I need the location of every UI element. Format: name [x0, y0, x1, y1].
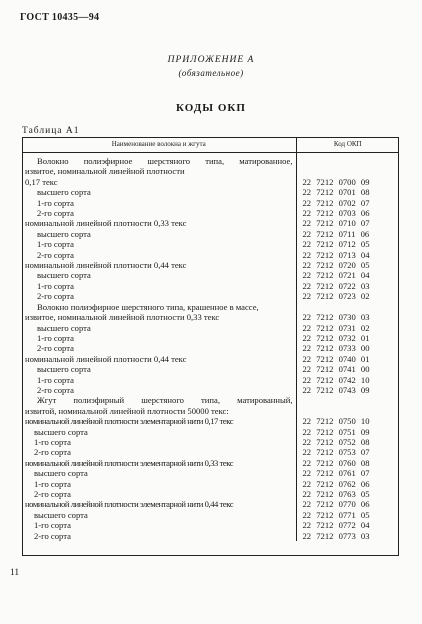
table-row — [22, 208, 399, 218]
row-code: 22 7212 0743 09 — [302, 384, 370, 395]
row-code: 22 7212 0753 07 — [302, 447, 370, 458]
row-code: 22 7212 0770 06 — [302, 499, 370, 510]
table-row — [22, 479, 399, 489]
table-row — [22, 250, 399, 260]
row-code: 22 7212 0713 04 — [302, 249, 370, 260]
row-name: высшего сорта — [22, 323, 296, 333]
row-code: 22 7212 0763 05 — [302, 489, 370, 499]
column-header-code: Код ОКП — [296, 137, 399, 153]
table-row — [22, 447, 399, 457]
row-name: номинальной линейной плотности элементарной нити 0,17 текс — [22, 416, 296, 426]
table-row — [22, 153, 399, 167]
table-row — [22, 270, 399, 280]
table-row — [22, 375, 399, 385]
row-code: 22 7212 0773 03 — [302, 530, 370, 541]
row-code: 22 7212 0771 05 — [302, 509, 370, 520]
row-name: 2-го сорта — [22, 343, 296, 353]
row-name: высшего сорта — [22, 510, 296, 520]
row-name: высшего сорта — [22, 270, 296, 280]
row-code: 22 7212 0731 02 — [302, 322, 370, 333]
row-name: 1-го сорта — [22, 333, 296, 343]
row-code: 22 7212 0772 04 — [302, 520, 370, 531]
row-name: 1-го сорта — [22, 520, 296, 530]
table-row — [22, 291, 399, 301]
row-name: 1-го сорта — [22, 479, 296, 489]
table-row — [22, 468, 399, 478]
row-name: извитое, номинальной линейной плотности 0,33 текс — [22, 312, 296, 322]
row-name: 2-го сорта — [22, 489, 296, 499]
row-code — [296, 406, 399, 416]
table-row — [22, 198, 399, 208]
row-name: 1-го сорта — [22, 198, 296, 208]
table-row — [22, 416, 399, 426]
table-row — [22, 323, 399, 333]
row-code — [296, 302, 399, 312]
section-title: КОДЫ ОКП — [176, 102, 246, 114]
row-code: 22 7212 0732 01 — [302, 332, 370, 343]
row-code: 22 7212 0721 04 — [302, 270, 370, 281]
table-row — [22, 406, 399, 416]
row-code: 22 7212 0733 00 — [302, 343, 370, 354]
row-code: 22 7212 0752 08 — [302, 436, 370, 447]
row-name: номинальной линейной плотности 0,44 текс — [22, 260, 296, 270]
table-row — [22, 229, 399, 239]
row-code — [296, 395, 399, 405]
row-code: 22 7212 0722 03 — [302, 280, 370, 291]
row-name: 2-го сорта — [22, 208, 296, 218]
document-header: ГОСТ 10435—94 — [20, 12, 100, 23]
row-name: номинальной линейной плотности 0,33 текс — [22, 218, 296, 228]
row-name: 2-го сорта — [22, 250, 296, 260]
appendix-subtitle: (обязательное) — [178, 68, 244, 78]
page-number: 11 — [10, 568, 20, 578]
table-row — [22, 312, 399, 322]
table-row — [22, 395, 399, 405]
table-row — [22, 510, 399, 520]
row-name: 1-го сорта — [22, 437, 296, 447]
table-row — [22, 437, 399, 447]
row-code: 22 7212 0740 01 — [302, 353, 370, 364]
row-code: 22 7212 0762 06 — [302, 478, 370, 489]
row-name: высшего сорта — [22, 427, 296, 437]
table-row — [22, 458, 399, 468]
row-name: 1-го сорта — [22, 239, 296, 249]
row-code — [296, 153, 399, 167]
row-code: 22 7212 0741 00 — [302, 364, 370, 375]
row-name: высшего сорта — [22, 187, 296, 197]
table-row — [22, 427, 399, 437]
row-code: 22 7212 0703 06 — [302, 208, 370, 219]
row-code — [296, 166, 399, 176]
row-code: 22 7212 0751 09 — [302, 426, 370, 437]
table-label: Таблица А1 — [22, 126, 80, 136]
table-row — [22, 260, 399, 270]
table-row — [22, 364, 399, 374]
row-code: 22 7212 0761 07 — [302, 468, 370, 479]
table-header-row — [22, 137, 399, 153]
row-name: номинальной линейной плотности элементарной нити 0,44 текс — [22, 499, 296, 509]
row-name: номинальной линейной плотности 0,44 текс — [22, 354, 296, 364]
table-row — [22, 281, 399, 291]
row-name: высшего сорта — [22, 468, 296, 478]
row-name: извитой, номинальной линейной плотности 50000 текс: — [22, 406, 296, 416]
row-code: 22 7212 0720 05 — [302, 260, 370, 271]
row-code: 22 7212 0710 07 — [302, 218, 370, 229]
row-name: высшего сорта — [22, 364, 296, 374]
row-name: 0,17 текс — [22, 177, 296, 187]
row-name: номинальной линейной плотности элементарной нити 0,33 текс — [22, 458, 296, 468]
row-name: 2-го сорта — [22, 385, 296, 395]
row-name: 2-го сорта — [22, 291, 296, 301]
table-row — [22, 239, 399, 249]
table-row — [22, 531, 399, 541]
appendix-title: ПРИЛОЖЕНИЕ А — [167, 55, 255, 65]
row-code: 22 7212 0711 06 — [302, 228, 370, 239]
table-row — [22, 187, 399, 197]
row-code: 22 7212 0700 09 — [302, 176, 370, 187]
row-name: 1-го сорта — [22, 375, 296, 385]
row-name: высшего сорта — [22, 229, 296, 239]
row-code: 22 7212 0760 08 — [302, 457, 370, 468]
row-code: 22 7212 0723 02 — [302, 291, 370, 302]
row-name: извитое, номинальной линейной плотности — [22, 166, 296, 176]
table-body — [22, 153, 399, 542]
row-name: 2-го сорта — [22, 447, 296, 457]
table-row — [22, 489, 399, 499]
table-row — [22, 520, 399, 530]
table-row — [22, 302, 399, 312]
row-name: Волокно полиэфирное шерстяного типа, крашенное в массе, — [22, 302, 296, 312]
row-name: 2-го сорта — [22, 531, 296, 541]
row-name: 1-го сорта — [22, 281, 296, 291]
table-row — [22, 218, 399, 228]
row-code: 22 7212 0702 07 — [302, 197, 370, 208]
table-row — [22, 343, 399, 353]
row-code: 22 7212 0712 05 — [302, 239, 370, 250]
okp-codes-table — [22, 137, 399, 541]
table-row — [22, 333, 399, 343]
row-code: 22 7212 0750 10 — [302, 416, 370, 427]
row-code: 22 7212 0701 08 — [302, 187, 370, 198]
table-row — [22, 354, 399, 364]
row-code: 22 7212 0742 10 — [302, 374, 370, 385]
row-name: Жгут полиэфирный шерстяного типа, матированный, — [22, 395, 296, 405]
table-row — [22, 499, 399, 509]
table-row — [22, 177, 399, 187]
table-row — [22, 166, 399, 176]
table-row — [22, 385, 399, 395]
row-name: Волокно полиэфирное шерстяного типа, матированное, — [22, 153, 296, 167]
row-code: 22 7212 0730 03 — [302, 312, 370, 323]
column-header-name: Наименование волокна и жгута — [22, 137, 296, 153]
